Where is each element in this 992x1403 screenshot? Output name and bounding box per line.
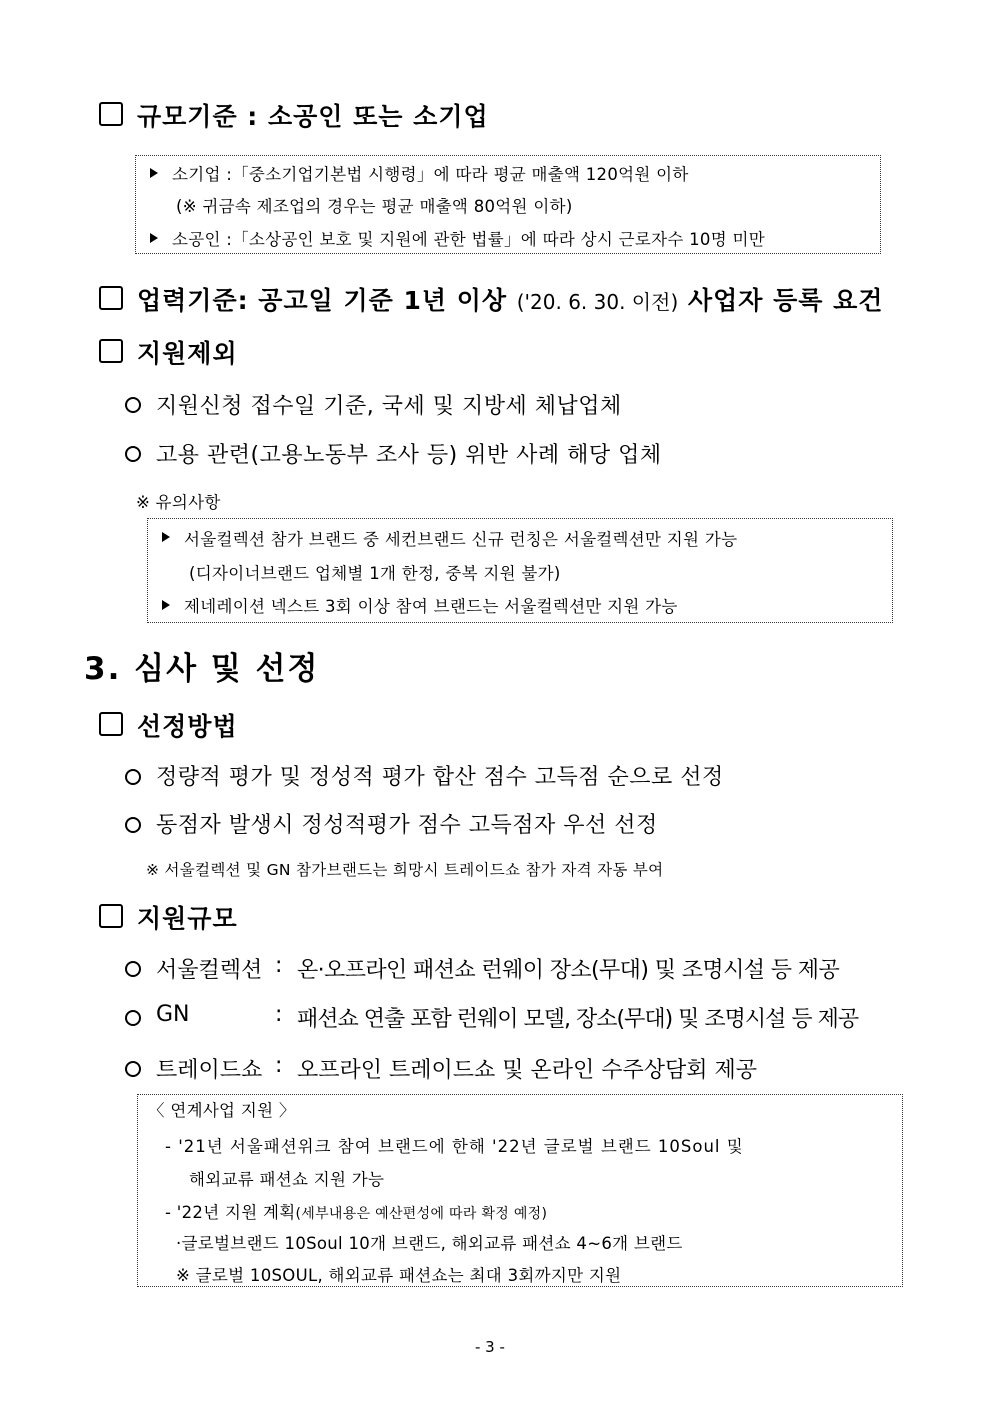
plan-main: - '22년 지원 계획: [165, 1203, 296, 1222]
circle-bullet-icon: [125, 397, 141, 413]
plan-detail: (세부내용은 예산편성에 따라 확정 예정): [295, 1206, 548, 1222]
scale-item-sep: :: [275, 1002, 283, 1027]
section-heading-business: [137, 281, 883, 317]
scale-item-desc: 패션쇼 연출 포함 런웨이 모델, 장소(무대) 및 조명시설 등 제공: [297, 1007, 859, 1032]
list-item: 고용 관련(고용노동부 조사 등) 위반 사례 해당 업체: [156, 443, 662, 468]
scale-item-desc: 온·오프라인 패션쇼 런웨이 장소(무대) 및 조명시설 등 제공: [297, 958, 840, 983]
box-line: 제네레이션 넥스트 3회 이상 참여 브랜드는 서울컬렉션만 지원 가능: [184, 597, 678, 616]
box-line: (디자이너브랜드 업체별 1개 한정, 중복 지원 불가): [189, 564, 561, 583]
heading-date-part: ('20. 6. 30. 이전): [516, 290, 679, 314]
box-title: 〈 연계사업 지원 〉: [148, 1101, 296, 1120]
checkbox-square-icon: [99, 712, 123, 736]
method-note: ※ 서울컬렉션 및 GN 참가브랜드는 희망시 트레이드쇼 참가 자격 자동 부여: [146, 861, 664, 879]
circle-bullet-icon: [125, 817, 141, 833]
scale-item-desc: 오프라인 트레이드쇼 및 온라인 수주상담회 제공: [297, 1058, 758, 1083]
linked-project-box: [137, 1094, 903, 1287]
list-item: 정량적 평가 및 정성적 평가 합산 점수 고득점 순으로 선정: [156, 765, 724, 790]
list-item: 지원신청 접수일 기준, 국세 및 지방세 체납업체: [156, 394, 622, 419]
box-line: 해외교류 패션쇼 지원 가능: [189, 1170, 385, 1189]
box-line: 소기업 :「중소기업기본법 시행령」에 따라 평균 매출액 120억원 이하: [172, 165, 689, 184]
bullet-triangle-icon: [150, 233, 158, 243]
scale-item-sep: :: [275, 1053, 283, 1078]
circle-bullet-icon: [125, 446, 141, 462]
bullet-triangle-icon: [162, 600, 170, 610]
checkbox-square-icon: [99, 904, 123, 928]
bullet-triangle-icon: [162, 532, 170, 542]
page-number: - 3 -: [475, 1338, 505, 1356]
section-heading-exclusion: 지원제외: [137, 339, 238, 368]
box-line: [165, 1199, 547, 1223]
circle-bullet-icon: [125, 961, 141, 977]
scale-item-sep: :: [275, 953, 283, 978]
scale-item-label: 트레이드쇼: [156, 1058, 263, 1083]
bullet-triangle-icon: [150, 168, 158, 178]
box-line: ※ 글로벌 10SOUL, 해외교류 패션쇼는 최대 3회까지만 지원: [176, 1266, 622, 1285]
section-heading-scale: 지원규모: [137, 904, 238, 933]
checkbox-square-icon: [99, 339, 123, 363]
box-line: 소공인 :「소상공인 보호 및 지원에 관한 법률」에 따라 상시 근로자수 10명 미만: [172, 230, 765, 249]
page-section-title: 3. 심사 및 선정: [84, 651, 320, 687]
heading-bold-part: 사업자 등록 요건: [687, 286, 884, 315]
box-line: (※ 귀금속 제조업의 경우는 평균 매출액 80억원 이하): [176, 197, 573, 216]
scale-item-label: 서울컬렉션: [156, 958, 263, 983]
box-line: - '21년 서울패션위크 참여 브랜드에 한해 '22년 글로벌 브랜드 10Soul 및: [165, 1137, 744, 1156]
scale-item-label: GN: [156, 1002, 190, 1027]
section-heading-method: 선정방법: [137, 712, 238, 741]
note-title: ※ 유의사항: [136, 493, 221, 512]
section-heading-size: 규모기준 : 소공인 또는 소기업: [137, 102, 489, 131]
circle-bullet-icon: [125, 1010, 141, 1026]
circle-bullet-icon: [125, 1061, 141, 1077]
heading-bold-part: 업력기준: 공고일 기준 1년 이상: [137, 286, 508, 315]
checkbox-square-icon: [99, 286, 123, 310]
checkbox-square-icon: [99, 102, 123, 126]
box-line: ·글로벌브랜드 10Soul 10개 브랜드, 해외교류 패션쇼 4~6개 브랜드: [176, 1234, 683, 1253]
list-item: 동점자 발생시 정성적평가 점수 고득점자 우선 선정: [156, 813, 658, 838]
circle-bullet-icon: [125, 769, 141, 785]
box-line: 서울컬렉션 참가 브랜드 중 세컨브랜드 신규 런칭은 서울컬렉션만 지원 가능: [184, 530, 738, 549]
